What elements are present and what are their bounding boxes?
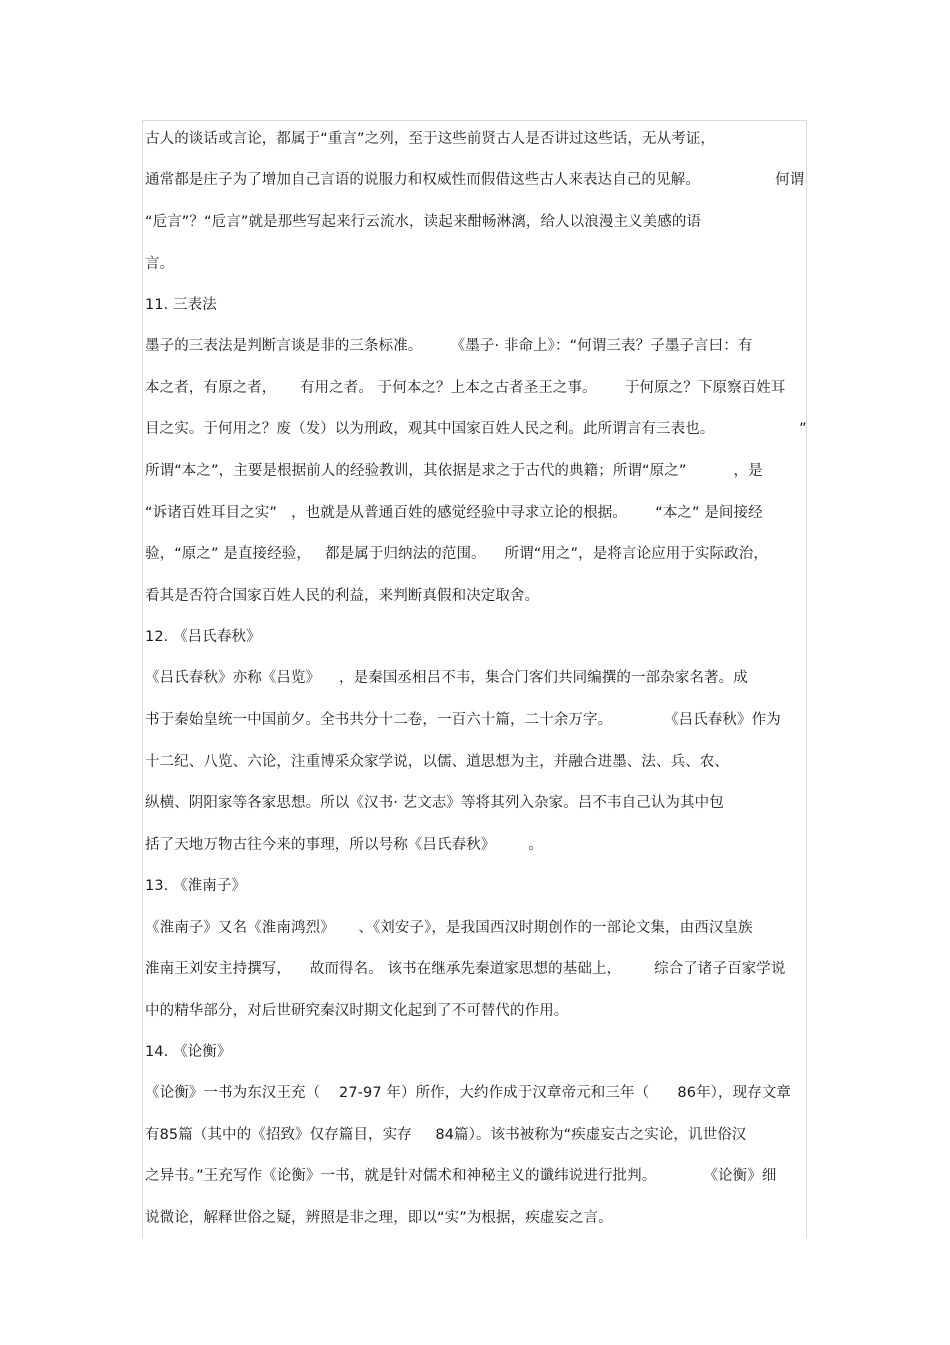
text-line: 十二纪、八览、六论，注重博采众家学说，以儒、道思想为主，并融合进墨、法、兵、农、 (145, 754, 729, 770)
text-line: 淮南王刘安主持撰写， 故而得名。 该书在继承先秦道家思想的基础上， 综合了诸子百家学说 (145, 961, 786, 977)
text-line: 说微论，解释世俗之疑，辨照是非之理，即以“实”为根据，疾虚妄之言。 (145, 1210, 613, 1226)
section-heading: 13. 《淮南子》 (145, 878, 247, 894)
text-line: 纵横、阴阳家等各家思想。所以《汉书· 艺文志》等将其列入杂家。吕不韦自己认为其中包 (145, 795, 724, 811)
text-line: 所谓“本之”，主要是根据前人的经验教训，其依据是求之于古代的典籍；所谓“原之” ，是 (145, 463, 763, 479)
text-line: 古人的谈话或言论，都属于“重言”之列，至于这些前贤古人是否讲过这些话，无从考证， (145, 131, 716, 147)
text-line: 《吕氏春秋》亦称《吕览》 ，是秦国丞相吕不韦，集合门客们共同编撰的一部杂家名著。成 (145, 670, 748, 686)
text-line: 括了天地万物古往今来的事理，所以号称《吕氏春秋》 。 (145, 837, 543, 853)
text-line: 看其是否符合国家百姓人民的利益，来判断真假和决定取舍。 (145, 588, 540, 604)
text-line: “卮言”？“卮言”就是那些写起来行云流水，读起来酣畅淋漓，给人以浪漫主义美感的语 (145, 214, 702, 230)
text-line: 验，“原之” 是直接经验， 都是属于归纳法的范围。 所谓“用之”，是将言论应用于实际政治， (145, 546, 768, 562)
section-heading: 11. 三表法 (145, 297, 217, 313)
text-line: 本之者，有原之者， 有用之者。 于何本之？上本之古者圣王之事。 于何原之？下原察百姓耳 (145, 380, 786, 396)
text-line: 中的精华部分，对后世研究秦汉时期文化起到了不可替代的作用。 (145, 1003, 569, 1019)
text-line: 书于秦始皇统一中国前夕。全书共分十二卷，一百六十篇，二十余万字。 《吕氏春秋》作为 (145, 712, 781, 728)
text-line: 通常都是庄子为了增加自己言语的说服力和权威性而假借这些古人来表达自己的见解。 何谓 (145, 172, 805, 188)
text-line: 墨子的三表法是判断言谈是非的三条标准。 《墨子· 非命上》：“何谓三表？子墨子言曰：有 (145, 338, 753, 354)
text-line: 目之实。于何用之？废（发）以为刑政，观其中国家百姓人民之利。此所谓言有三表也。 ” (145, 421, 807, 437)
text-line: 《淮南子》又名《淮南鸿烈》 、《刘安子》，是我国西汉时期创作的一部论文集，由西汉皇族 (145, 920, 753, 936)
text-line: 《论衡》一书为东汉王充（ 27-97 年）所作，大约作成于汉章帝元和三年（ 86年），现存文章 (145, 1085, 792, 1101)
text-line: 言。 (145, 256, 175, 272)
text-line: 之异书。”王充写作《论衡》一书，就是针对儒术和神秘主义的谶纬说进行批判。 《论衡》细 (145, 1168, 777, 1184)
text-line: “诉诸百姓耳目之实” ，也就是从普通百姓的感觉经验中寻求立论的根据。 “本之” 是间接经 (145, 505, 763, 521)
section-heading: 14. 《论衡》 (145, 1044, 232, 1060)
section-heading: 12. 《吕氏春秋》 (145, 629, 261, 645)
text-line: 有85篇（其中的《招致》仅存篇目，实存 84篇）。该书被称为“疾虚妄古之实论，讥世俗汉 (145, 1127, 747, 1143)
